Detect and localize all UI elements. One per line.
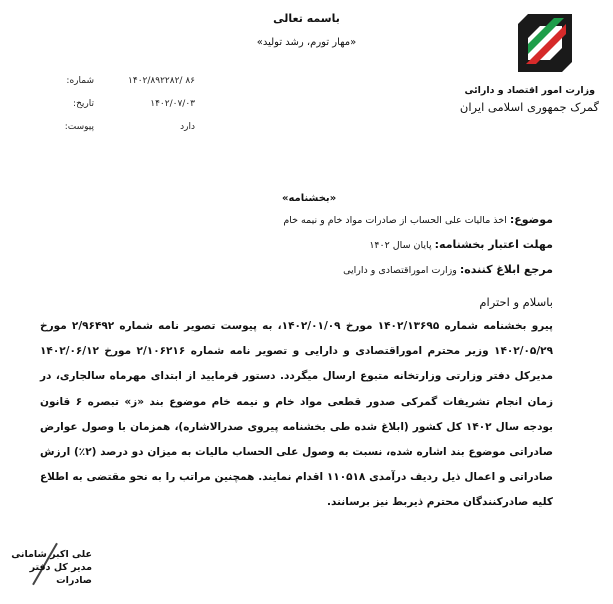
year-slogan: «مهار تورم، رشد تولید» bbox=[256, 37, 357, 48]
meta-attachment-row bbox=[39, 122, 199, 132]
date-value: ۱۴۰۲/۰۷/۰۳ bbox=[150, 99, 195, 109]
number-value: ۸۶ /۱۴۰۲/۸۹۲۲۸۲ bbox=[128, 76, 195, 86]
customs-logo-icon bbox=[514, 12, 576, 74]
validity-label: مهلت اعتبار بخشنامه: bbox=[434, 238, 553, 251]
circular-title: «بخشنامه» bbox=[282, 193, 337, 204]
authority-value: وزارت اموراقتصادی و دارایی bbox=[343, 265, 457, 276]
authority-field bbox=[343, 263, 553, 276]
body-paragraph: پیرو بخشنامه شماره ۱۴۰۲/۱۳۶۹۵ مورخ ۱۴۰۲/۰۱/۰۹، به پیوست تصویر نامه شماره ۲/۹۶۴۹۲ مورخ ۱۴۰۲/۰۵/۲۹ وزیر محترم اموراقتصادی و دارایی و تصویر نامه شماره ۲/۱۰۶۲۱۶ مورخ ۱۴۰۲/۰۶/۱۲ مدیرکل دفتر وزارتی وزارتخانه متبوع ارسال میگردد. دستور فرمایید از ابتدای مهرماه سالجاری، در زمان انجام تشریفات گمرکی صدور قطعی مواد خام و نیمه خام موضوع بند «ز» تبصره ۶ قانون بودجه سال ۱۴۰۲ کل کشور (ابلاغ شده طی بخشنامه پیروی صدرالاشاره)، همزمان با وصول عوارض صادراتی موضوع بند اشاره شده، نسبت به وصول علی الحساب مالیات به میزان دو درصد (۲٪) ارزش صادراتی و اعمال ذیل ردیف درآمدی ۱۱۰۵۱۸ اقدام نمایند. همچنین مراتب را به نحو مقتضی به اطلاع کلیه صادرکنندگان محترم ذیربط نیز برسانند. bbox=[40, 320, 553, 509]
validity-value: پایان سال ۱۴۰۲ bbox=[369, 240, 432, 251]
subject-label: موضوع: bbox=[509, 213, 553, 226]
invocation-heading: باسمه تعالی bbox=[273, 12, 340, 25]
meta-number-row bbox=[39, 76, 199, 86]
number-label: شماره: bbox=[66, 76, 94, 86]
subject-field bbox=[283, 213, 553, 226]
validity-field bbox=[369, 238, 553, 251]
date-label: تاریخ: bbox=[73, 99, 94, 109]
greeting: باسلام و احترام bbox=[479, 295, 553, 309]
attachment-value: دارد bbox=[180, 122, 195, 132]
signature-block bbox=[10, 548, 92, 587]
authority-label: مرجع ابلاغ کننده: bbox=[459, 263, 553, 276]
attachment-label: پیوست: bbox=[64, 122, 94, 132]
ministry-name: وزارت امور اقتصاد و دارائی bbox=[464, 85, 595, 96]
signatory-name: علی اکبر شامانی bbox=[11, 549, 92, 560]
organization-name: گمرک جمهوری اسلامی ایران bbox=[459, 100, 599, 114]
subject-value: اخذ مالیات علی الحساب از صادرات مواد خام و نیمه خام bbox=[283, 215, 507, 226]
signatory-title: مدیر کل دفتر صادرات bbox=[29, 562, 92, 586]
meta-date-row bbox=[39, 99, 199, 109]
